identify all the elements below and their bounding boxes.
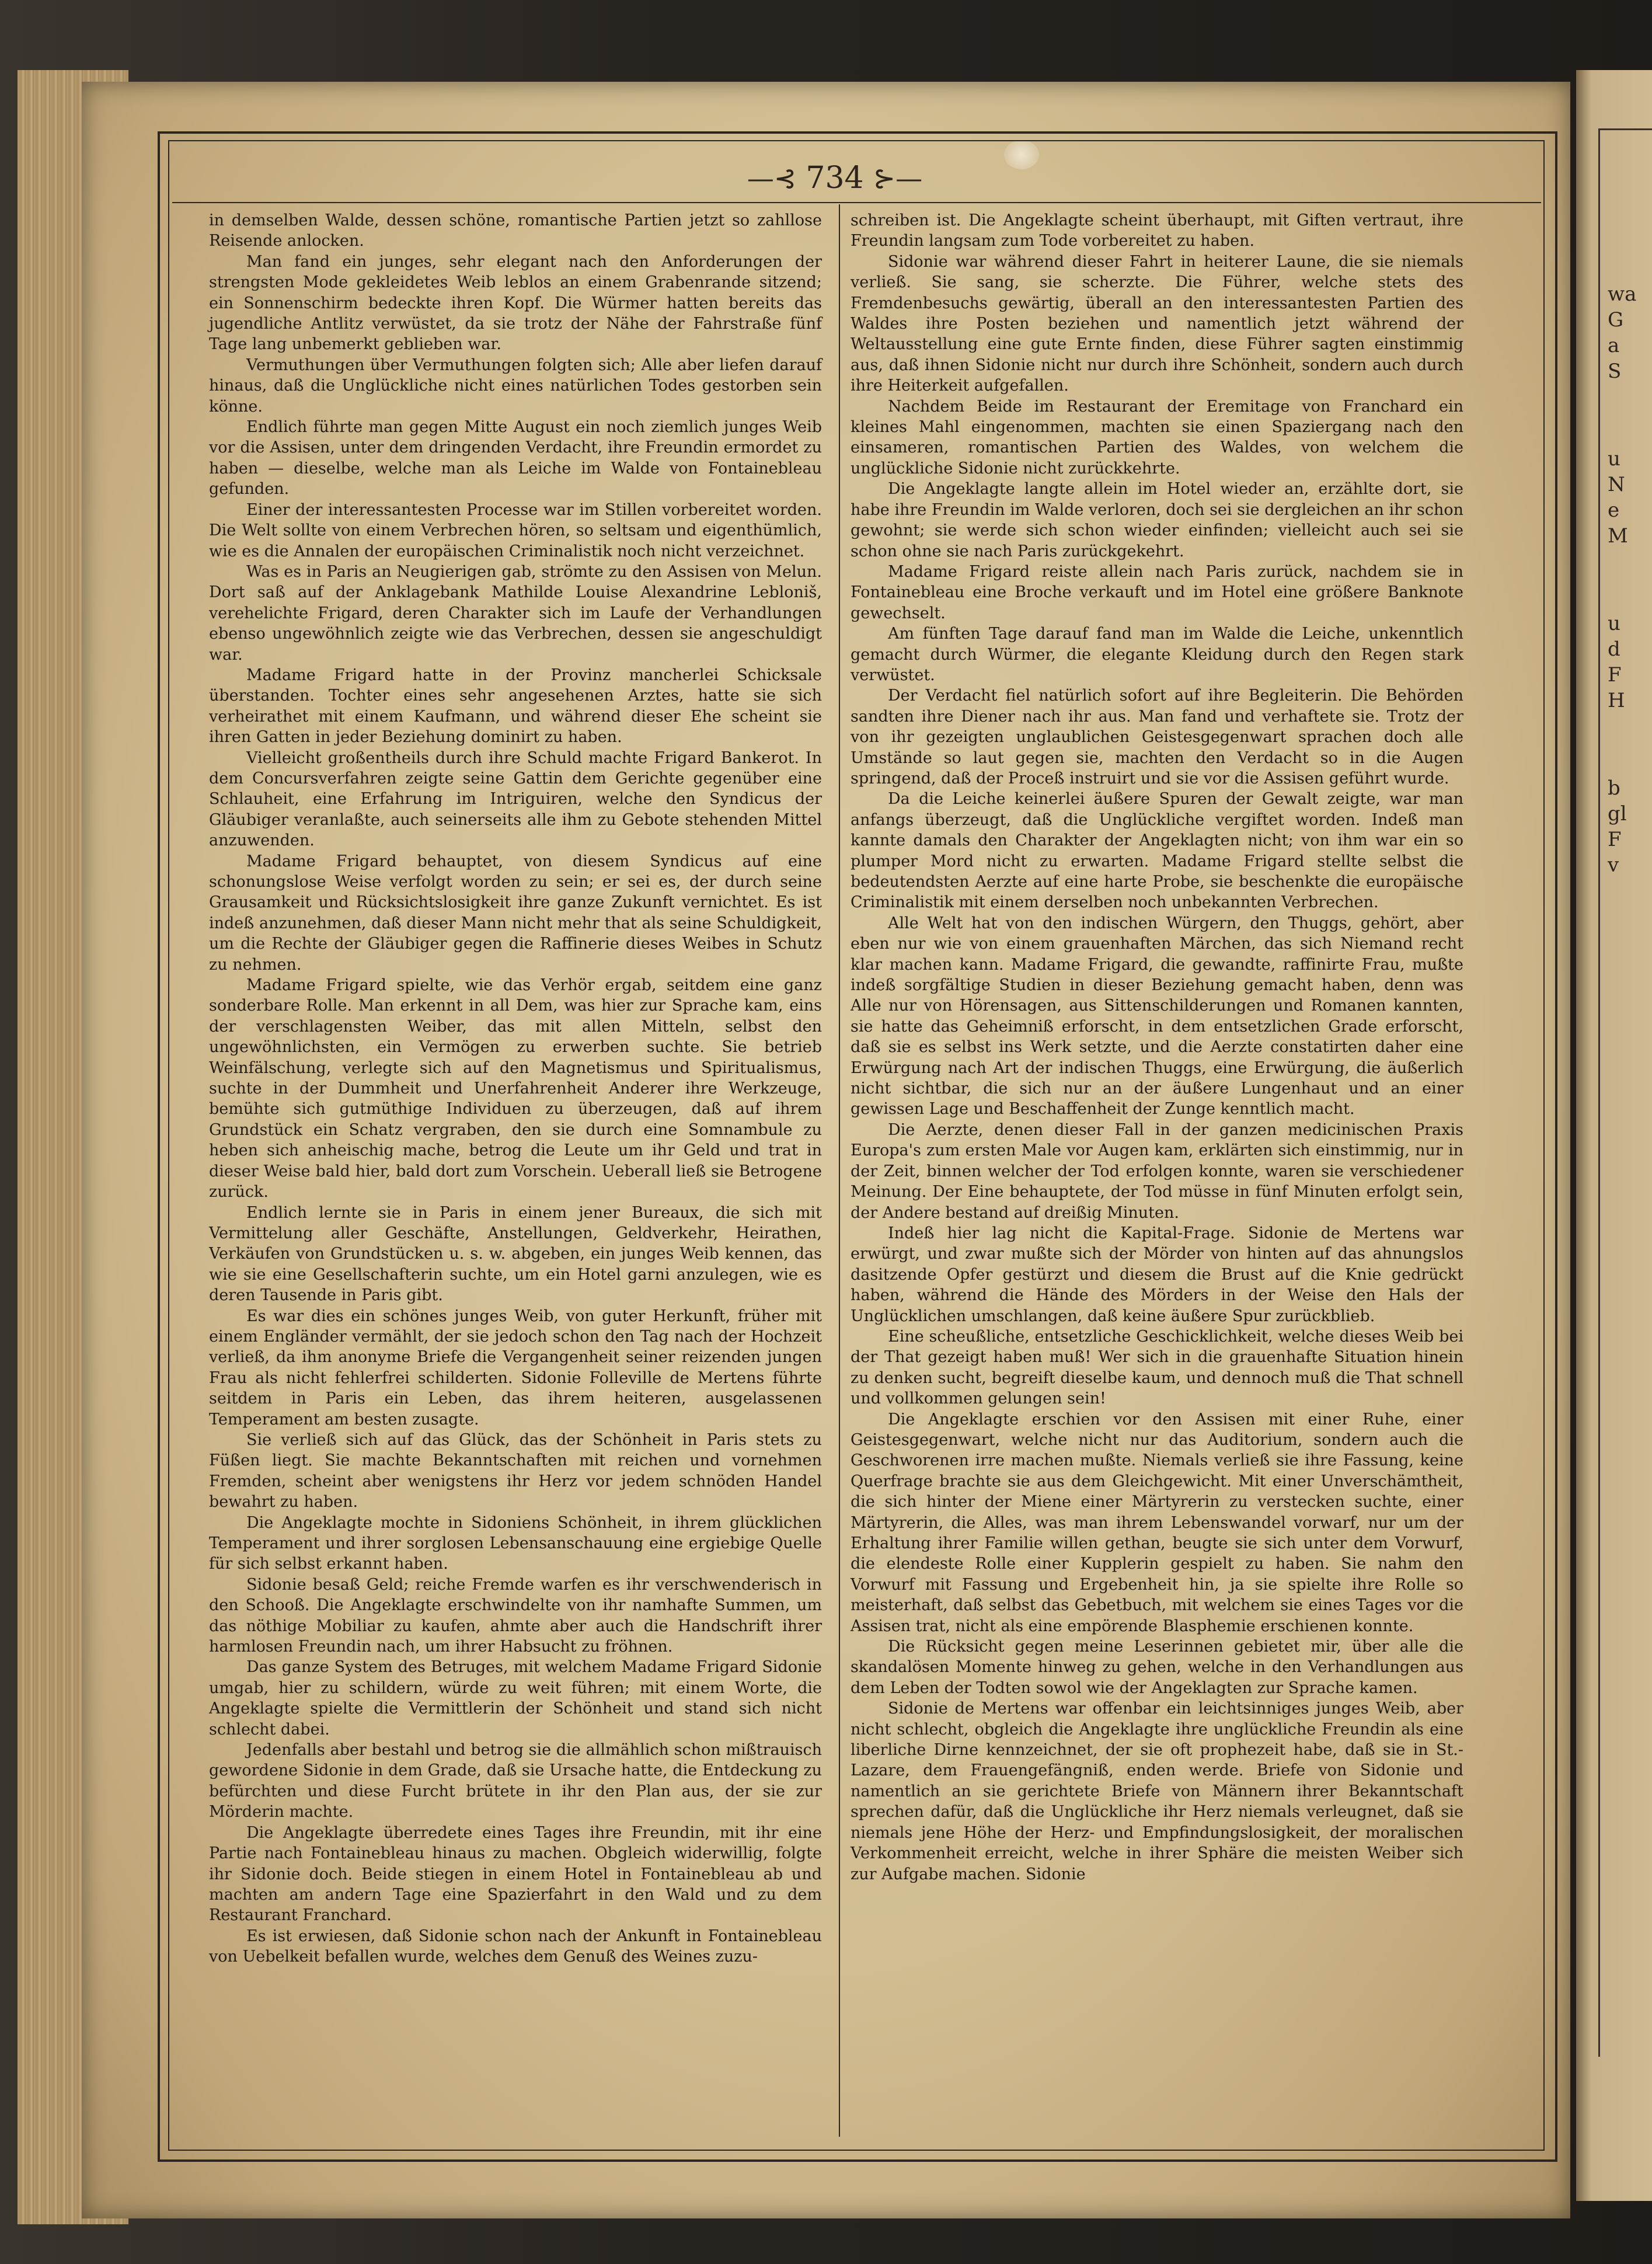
facing-page-fragment: u bbox=[1608, 612, 1620, 635]
paragraph: Am fünften Tage darauf fand man im Walde die Leiche, unkenntlich gemacht durch Würmer, die elegante Kleidung durch den Regen stark verwüstet. bbox=[851, 625, 1463, 684]
facing-page-fragment: H bbox=[1608, 689, 1625, 712]
column-divider bbox=[839, 204, 840, 2137]
paragraph: Die Angeklagte mochte in Sidoniens Schönheit, in ihrem glücklichen Temperament und ihrer sorglosen Lebensanschauung eine ergiebige Quelle für sich selbst erkannt haben. bbox=[209, 1513, 822, 1573]
ornament-left: —⊰ bbox=[747, 162, 797, 194]
paragraph: Da die Leiche keinerlei äußere Spuren der Gewalt zeigte, war man anfangs überzeugt, daß die Unglückliche vergiftet worden. Indeß man kannte damals den Charakter der Angeklagten nicht; von ihm war ein so plumper Mord nicht zu erwarten. Madame Frigard stellte selbst die bedeutendsten Aerzte auf eine harte Probe, sie beschenkte die europäische Criminalistik mit einem derselben noch unbekannten Verbrechen. bbox=[851, 790, 1463, 912]
facing-page-fragment: F bbox=[1608, 663, 1622, 687]
facing-page-edge bbox=[1576, 70, 1652, 2201]
paragraph: Madame Frigard reiste allein nach Paris zurück, nachdem sie in Fontainebleau eine Broche verkauft und im Hotel eine größere Banknote gewechselt. bbox=[851, 562, 1463, 622]
paragraph: Sie verließ sich auf das Glück, das der Schönheit in Paris stets zu Füßen liegt. Sie machte Bekanntschaften mit reichen und vornehmen Fremden, scheint aber wenigstens ihr Herz vor jedem schnöden Handel bewahrt zu haben. bbox=[209, 1430, 822, 1511]
paragraph: Madame Frigard hatte in der Provinz mancherlei Schicksale überstanden. Tochter eines sehr angesehenen Arztes, hatte sie sich verheirathet mit einem Kaufmann, und während dieser Ehe scheint sie ihren Gatten in jeder Beziehung dominirt zu haben. bbox=[209, 666, 822, 747]
paragraph: Madame Frigard spielte, wie das Verhör ergab, seitdem eine ganz sonderbare Rolle. Man erkennt in all Dem, was hier zur Sprache kam, eins der verschlagensten Weiber, das mit allen Mitteln, selbst den ungewöhnlichsten, ein Vermögen zu erwerben suchte. Sie betrieb Weinfälschung, verlegte sich auf den Magnetismus und Spiritualismus, suchte in der Dummheit und Unerfahrenheit Anderer ihre Werkzeuge, bemühte sich gutmüthige Individuen zu überzeugen, daß auf ihrem Grundstück ein Schatz vergraben, den sie durch eine Somnambule zu heben sich anheischig mache, betrog die Leute um ihr Geld und trat in dieser Weise bald hier, bald dort zum Vorschein. Ueberall ließ sie Betrogene zurück. bbox=[209, 976, 822, 1201]
paragraph: Vermuthungen über Vermuthungen folgten sich; Alle aber liefen darauf hinaus, daß die Unglückliche nicht eines natürlichen Todes gestorben sein könne. bbox=[209, 356, 822, 416]
paragraph: Die Angeklagte erschien vor den Assisen mit einer Ruhe, einer Geistesgegenwart, welche nicht nur das Auditorium, sondern auch die Geschworenen irre machen mußte. Niemals verließ sie ihre Fassung, keine Querfrage brachte sie aus dem Gleichgewicht. Mit einer Unverschämtheit, die sich hinter der Miene einer Märtyrerin zu verstecken suchte, einer Märtyrerin, die Alles, was man ihrem Lebenswandel vorwarf, nur um der Erhaltung ihrer Familie willen gethan, beugte sie sich unter dem Vorwurf, die elendeste Rolle einer Kupplerin gespielt zu haben. Sie nahm den Vorwurf mit Fassung und Ergebenheit hin, ja sie spielte ihre Rolle so meisterhaft, daß selbst das Gebetbuch, mit welchem sie eines Tages vor die Assisen trat, nicht als eine empörende Blasphemie erschienen konnte. bbox=[851, 1410, 1463, 1635]
paragraph: Indeß hier lag nicht die Kapital-Frage. Sidonie de Mertens war erwürgt, und zwar mußte sich der Mörder von hinten auf das ahnungslos dasitzende Opfer gestürzt und diesem die Brust auf die Knie gedrückt haben, während die Hände des Mörders in der Weise den Hals der Unglücklichen umschlangen, daß keine äußere Spur zurückblieb. bbox=[851, 1224, 1463, 1325]
paragraph: Jedenfalls aber bestahl und betrog sie die allmählich schon mißtrauisch gewordene Sidonie in dem Grade, daß sie Ursache hatte, die Entdeckung zu befürchten und diese Furcht brütete in ihr den Plan aus, der sie zur Mörderin machte. bbox=[209, 1741, 822, 1821]
paragraph: Sidonie besaß Geld; reiche Fremde warfen es ihr verschwenderisch in den Schooß. Die Angeklagte erschwindelte von ihr namhafte Summen, um das nöthige Mobiliar zu kaufen, ahmte aber auch die Handschrift ihrer harmlosen Freundin nach, um ihrer Habsucht zu fröhnen. bbox=[209, 1575, 822, 1656]
facing-page-fragment: wa bbox=[1608, 283, 1637, 306]
paragraph: Es ist erwiesen, daß Sidonie schon nach der Ankunft in Fontainebleau von Uebelkeit befallen wurde, welches dem Genuß des Weines zuzu- bbox=[209, 1927, 822, 1966]
facing-page-fragment: b bbox=[1608, 776, 1620, 800]
paragraph: Einer der interessantesten Processe war im Stillen vorbereitet worden. Die Welt sollte von einem Verbrechen hören, so seltsam und eigenthümlich, wie es die Annalen der europäischen Criminalistik noch nicht verzeichnet. bbox=[209, 500, 822, 560]
paragraph: Die Angeklagte langte allein im Hotel wieder an, erzählte dort, sie habe ihre Freundin im Walde verloren, doch sei sie dergleichen an ihr schon gewohnt; sie werde sich schon wieder einfinden; vielleicht auch sei sie schon ohne sie nach Paris zurückgekehrt. bbox=[851, 480, 1463, 560]
facing-page-fragment: v bbox=[1608, 854, 1619, 877]
facing-page-fragment: a bbox=[1608, 334, 1620, 357]
page-number: 734 bbox=[806, 161, 864, 196]
paragraph: Sidonie de Mertens war offenbar ein leichtsinniges junges Weib, aber nicht schlecht, obgleich die Angeklagte ihre unglückliche Freundin als eine liberliche Dirne kennzeichnet, der sie oft prophezeit habe, daß sie in St.-Lazare, dem Frauengefängniß, enden werde. Briefe von Sidonie und namentlich an sie gerichtete Briefe von Männern ihrer Bekanntschaft sprechen dafür, daß die Unglückliche ihr Herz niemals verleugnet, daß sie niemals jene Höhe der Herz- und Empfindungslosigkeit, der moralischen Verkommenheit erreicht, welche in ihrer Sphäre die meisten Weiber sich zur Aufgabe machen. Sidonie bbox=[851, 1699, 1463, 1883]
right-column bbox=[851, 210, 1463, 1885]
facing-page-fragment: d bbox=[1608, 638, 1620, 661]
facing-page-text bbox=[1608, 280, 1648, 878]
paragraph: Die Angeklagte überredete eines Tages ihre Freundin, mit ihr eine Partie nach Fontainebleau hinaus zu machen. Obgleich widerwillig, folgte ihr Sidonie doch. Beide stiegen in einem Hotel in Fontainebleau ab und machten am andern Tage eine Spazierfahrt in den Wald und zu dem Restaurant Franchard. bbox=[209, 1823, 822, 1925]
paragraph: Die Rücksicht gegen meine Leserinnen gebietet mir, über alle die skandalösen Momente hinweg zu gehen, welche in den Verhandlungen aus dem Leben der Todten sowol wie der Angeklagten zur Sprache kamen. bbox=[851, 1638, 1463, 1697]
paragraph: Alle Welt hat von den indischen Würgern, den Thuggs, gehört, aber eben nur wie von einem grauenhaften Märchen, das sich Niemand recht klar machen kann. Madame Frigard, die gewandte, raffinirte Frau, mußte indeß sorgfältige Studien in dieser Beziehung gemacht haben, denn was Alle nur von Hörensagen, aus Sittenschilderungen und Romanen kannten, sie hatte das Geheimniß erforscht, in dem entsetzlichen Grade erforscht, daß sie es selbst ins Werk setzte, und die Aerzte constatirten daher eine Erwürgung nach Art der indischen Thuggs, eine Erwürgung, die äußerlich nicht sichtbar, die sich nur an der äußere Lungenhaut und an einer gewissen Lage und Beschaffenheit der Zunge kenntlich macht. bbox=[851, 914, 1463, 1119]
paragraph: Sidonie war während dieser Fahrt in heiterer Laune, die sie niemals verließ. Sie sang, sie scherzte. Die Führer, welche stets des Fremdenbesuchs gewärtig, überall an den interessantesten Partien des Waldes ihre Posten beziehen und namentlich jetzt während der Weltausstellung eine gute Ernte finden, diese Führer sagten einstimmig aus, daß ihnen Sidonie nicht nur durch ihre Schönheit, sondern auch durch ihre Heiterkeit aufgefallen. bbox=[851, 252, 1463, 395]
paragraph: Nachdem Beide im Restaurant der Eremitage von Franchard ein kleines Mahl eingenommen, machten sie einen Spaziergang nach den einsameren, romantischen Partien des Waldes, von welchem die unglückliche Sidonie nicht zurückkehrte. bbox=[851, 397, 1463, 478]
paragraph: Endlich führte man gegen Mitte August ein noch ziemlich junges Weib vor die Assisen, unter dem dringenden Verdacht, ihre Freundin ermordet zu haben — dieselbe, welche man als Leiche im Walde von Fontainebleau gefunden. bbox=[209, 418, 822, 499]
facing-page-fragment: N bbox=[1608, 473, 1625, 496]
facing-page-fragment: F bbox=[1608, 828, 1622, 851]
paragraph: Eine scheußliche, entsetzliche Geschicklichkeit, welche dieses Weib bei der That gezeigt haben muß! Wer sich in die grauenhafte Situation hinein zu denken sucht, begreift dieselbe kaum, und dennoch muß die That schnell und vollkommen gelungen sein! bbox=[851, 1327, 1463, 1408]
ornament-right: ⊱— bbox=[873, 162, 923, 194]
paragraph: in demselben Walde, dessen schöne, romantische Partien jetzt so zahllose Reisende anlocken. bbox=[209, 211, 822, 250]
facing-page-fragment: S bbox=[1608, 360, 1622, 383]
paragraph: Der Verdacht fiel natürlich sofort auf ihre Begleiterin. Die Behörden sandten ihre Diener nach ihr aus. Man fand und verhaftete sie. Trotz der von ihr gezeigten unglaublichen Geistesgegenwart sprachen doch alle Umstände so laut gegen sie, machten den Verdacht so in die Augen springend, daß der Proceß instruirt und sie vor die Assisen geführt wurde. bbox=[851, 687, 1463, 788]
paragraph: Man fand ein junges, sehr elegant nach den Anforderungen der strengsten Mode gekleidetes Weib leblos an einem Grabenrande sitzend; ein Sonnenschirm bedeckte ihren Kopf. Die Würmer hatten bereits das jugendliche Antlitz verwüstet, da sie trotz der Nähe der Fahrstraße fünf Tage lang unbemerkt geblieben war. bbox=[209, 252, 822, 354]
facing-page-fragment: gl bbox=[1608, 802, 1627, 826]
paragraph: Madame Frigard behauptet, von diesem Syndicus auf eine schonungslose Weise verfolgt worden zu sein; er sei es, der durch seine Grausamkeit und Rücksichtslosigkeit ihre ganze Zukunft vernichtet. Es ist indeß anzunehmen, daß dieser Mann nicht mehr that als seine Schuldigkeit, um die Rechte der Gläubiger gegen die Raffinerie dieses Weibes in Schutz zu nehmen. bbox=[209, 852, 822, 974]
header-rule bbox=[172, 202, 1541, 203]
facing-page-fragment: G bbox=[1608, 308, 1624, 332]
paragraph: Das ganze System des Betruges, mit welchem Madame Frigard Sidonie umgab, hier zu schildern, würde zu weit führen; mit einem Worte, die Angeklagte spielte die Vermittlerin der Schönheit und stand sich nicht schlecht dabei. bbox=[209, 1658, 822, 1739]
page-header bbox=[712, 158, 957, 198]
left-column bbox=[209, 210, 822, 1967]
paragraph: Die Aerzte, denen dieser Fall in der ganzen medicinischen Praxis Europa's zum ersten Male vor Augen kam, erklärten sich einstimmig, nur in der Zeit, binnen welcher der Tod erfolgen konnte, waren sie verschiedener Meinung. Der Eine behauptete, der Tod müsse in fünf Minuten erfolgt sein, der Andere bestand auf dreißig Minuten. bbox=[851, 1120, 1463, 1222]
paragraph: Vielleicht großentheils durch ihre Schuld machte Frigard Bankerot. In dem Concursverfahren zeigte seine Gattin dem Gerichte gegenüber eine Schlauheit, eine Erfahrung im Intriguiren, welche den Syndicus der Gläubiger veranlaßte, auch seinerseits alle ihm zu Gebote stehenden Mittel anzuwenden. bbox=[209, 748, 822, 850]
paragraph: Es war dies ein schönes junges Weib, von guter Herkunft, früher mit einem Engländer vermählt, der sie jedoch schon den Tag nach der Hochzeit verließ, da ihm anonyme Briefe die Vergangenheit seiner reizenden jungen Frau als nicht fehlerfrei schilderten. Sidonie Follevi̇lle de Mertens führte seitdem in Paris ein Leben, das ihrem heiteren, ausgelassenen Temperament am besten zusagte. bbox=[209, 1307, 822, 1429]
paragraph: schreiben ist. Die Angeklagte scheint überhaupt, mit Giften vertraut, ihre Freundin langsam zum Tode vorbereitet zu haben. bbox=[851, 211, 1463, 250]
facing-page-fragment: M bbox=[1608, 524, 1628, 548]
paragraph: Was es in Paris an Neugierigen gab, strömte zu den Assisen von Melun. Dort saß auf der Anklagebank Mathilde Louise Alexandrine Lebloniš, verehelichte Frigard, deren Charakter sich im Laufe der Verhandlungen ebenso ungewöhnlich zeigte wie das Verbrechen, dessen sie angeschuldigt war. bbox=[209, 562, 822, 664]
paragraph: Endlich lernte sie in Paris in einem jener Bureaux, die sich mit Vermittelung aller Geschäfte, Anstellungen, Geldverkehr, Heirathen, Verkäufen von Grundstücken u. s. w. abgeben, ein junges Weib kennen, das wie sie eine Gesellschafterin suchte, um ein Hotel garni anzulegen, wie es deren Tausende in Paris gibt. bbox=[209, 1203, 822, 1305]
facing-page-fragment: u bbox=[1608, 447, 1620, 471]
facing-page-fragment: e bbox=[1608, 499, 1620, 522]
